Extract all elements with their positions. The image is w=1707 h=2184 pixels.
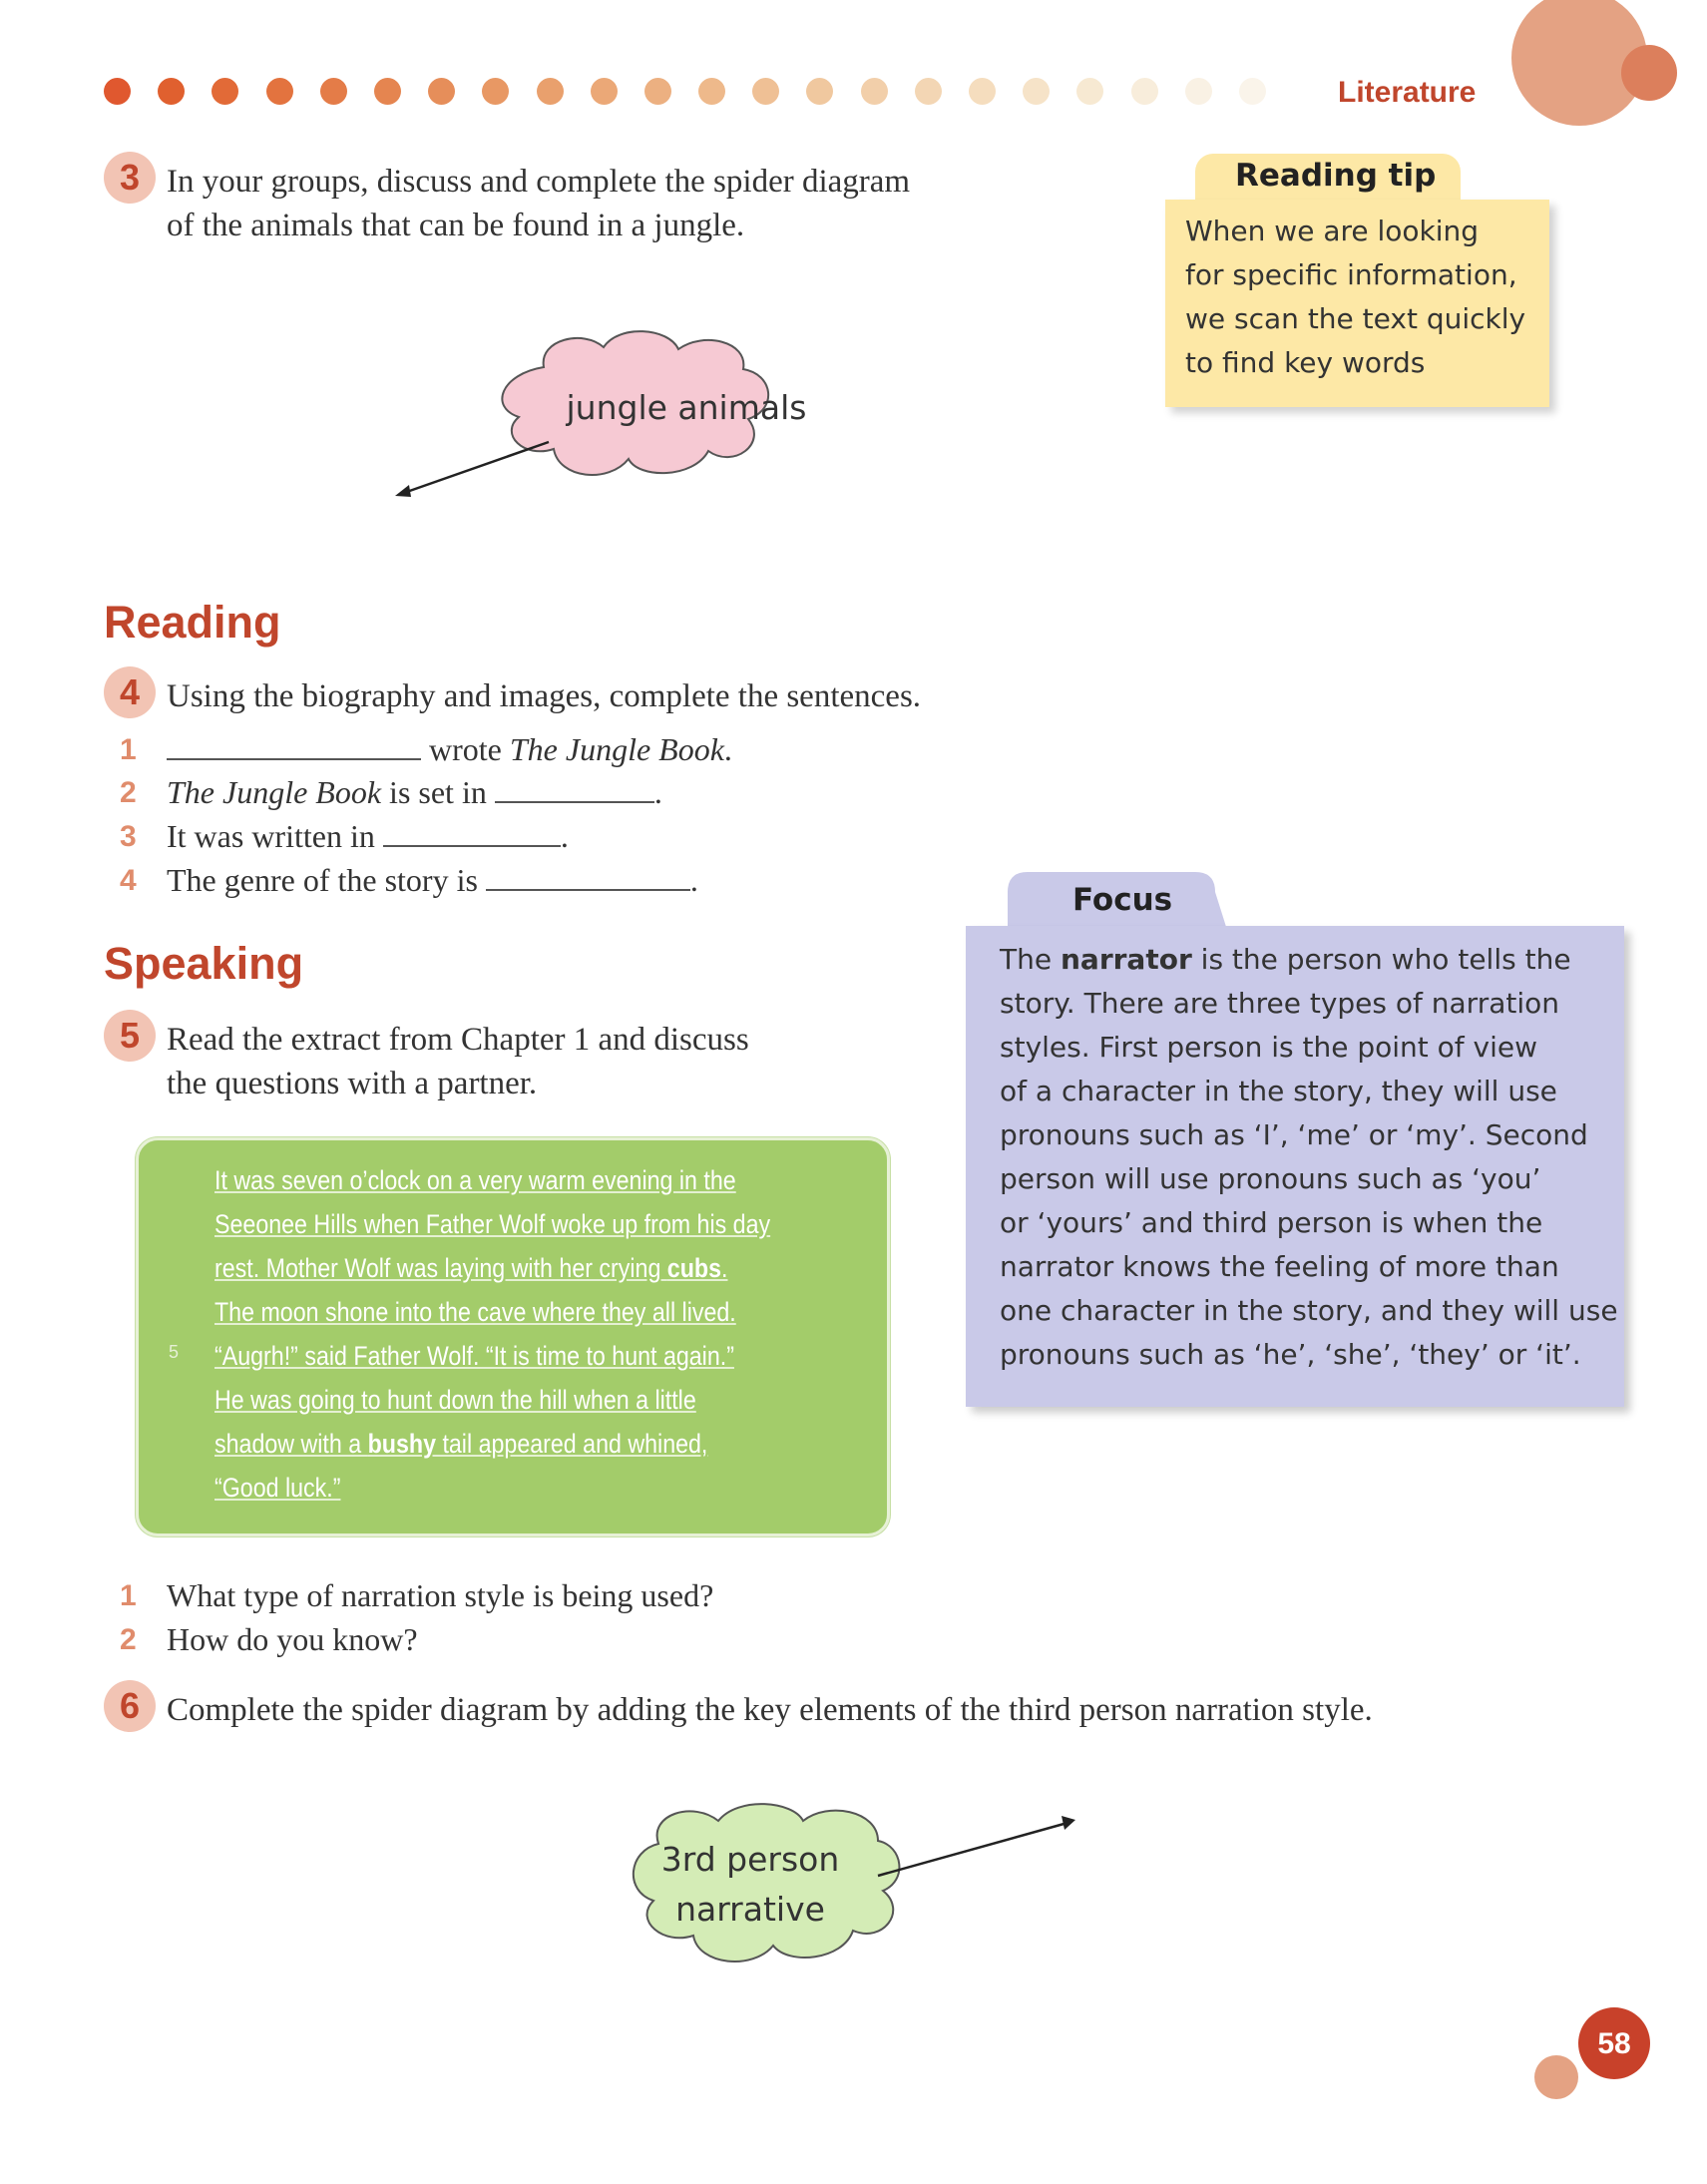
reading-heading: Reading [104, 597, 281, 648]
arrow-head-icon [1062, 1816, 1075, 1830]
focus-line: story. There are three types of narration [1000, 987, 1559, 1020]
q4-item-3-number: 3 [120, 820, 137, 853]
reading-tip-line: for specific information, [1185, 258, 1517, 291]
extract-line: It was seven o’clock on a very warm evening in the [214, 1165, 736, 1195]
header-dot-icon [591, 78, 618, 105]
focus-line: person will use pronouns such as ‘you’ [1000, 1162, 1541, 1195]
extract-line: rest. Mother Wolf was laying with her crying cubs. [214, 1253, 728, 1283]
focus-text [1000, 938, 1618, 1377]
header-dot-icon [969, 78, 996, 105]
arrow-head-icon [395, 485, 411, 497]
corner-circles-decoration [1496, 0, 1707, 130]
question-4-text: Using the biography and images, complete the sentences. [167, 678, 922, 714]
header-dot-icon [158, 78, 185, 105]
header-dot-icon [1239, 78, 1266, 105]
header-dot-icon [644, 78, 671, 105]
focus-line: pronouns such as ‘I’, ‘me’ or ‘my’. Second [1000, 1118, 1588, 1151]
focus-line: one character in the story, and they will use [1000, 1294, 1618, 1327]
header-dot-icon [266, 78, 293, 105]
extract-line: shadow with a bushy tail appeared and whined, [214, 1429, 708, 1459]
focus-box [966, 926, 1624, 1407]
answer-blank[interactable] [486, 865, 690, 891]
header-dot-icon [537, 78, 564, 105]
q4-item-3: It was written in . [167, 818, 569, 854]
focus-line: of a character in the story, they will use [1000, 1075, 1557, 1107]
question-number-3: 3 [104, 152, 156, 204]
focus-title: Focus [1072, 882, 1173, 918]
q5-item-2-number: 2 [120, 1623, 137, 1656]
reading-tip-box [1165, 200, 1549, 407]
reading-tip-line: we scan the text quickly [1185, 302, 1526, 335]
q4-item-1: wrote The Jungle Book. [167, 731, 732, 768]
header-dot-icon [861, 78, 888, 105]
extract-line: “Good luck.” [214, 1473, 341, 1503]
header-dot-icon [104, 78, 131, 105]
cloud-label-line-1: 3rd person [660, 1840, 840, 1879]
focus-line: styles. First person is the point of view [1000, 1031, 1538, 1064]
question-number-6: 6 [104, 1680, 156, 1732]
cloud-label: jungle animals [566, 388, 807, 427]
focus-line: The narrator is the person who tells the [1000, 943, 1571, 976]
q4-item-1-number: 1 [120, 733, 137, 766]
question-number-4: 4 [104, 666, 156, 718]
header-dot-icon [752, 78, 779, 105]
cloud-label-line-2: narrative [675, 1890, 825, 1929]
header-dot-icon [1185, 78, 1212, 105]
answer-blank[interactable] [383, 821, 561, 847]
question-number-5: 5 [104, 1010, 156, 1062]
answer-blank[interactable] [495, 777, 654, 803]
focus-line: or ‘yours’ and third person is when the [1000, 1206, 1543, 1239]
reading-tip-title: Reading tip [1235, 158, 1437, 194]
extract-text [214, 1158, 861, 1510]
header-dot-icon [428, 78, 455, 105]
header-dot-icon [915, 78, 942, 105]
story-extract-box [136, 1137, 890, 1536]
extract-line: He was going to hunt down the hill when a little [214, 1385, 696, 1415]
reading-tip-line: to find key words [1185, 346, 1426, 379]
small-circle-icon [1534, 2055, 1578, 2099]
small-circle-icon [1621, 45, 1677, 101]
q4-item-4-number: 4 [120, 864, 137, 897]
q5-item-1-number: 1 [120, 1579, 137, 1612]
q5-item-2-text: How do you know? [167, 1621, 418, 1657]
header-dot-row [104, 78, 1293, 105]
header-dot-icon [212, 78, 238, 105]
question-5-text [167, 1018, 749, 1105]
q4-item-2-number: 2 [120, 776, 137, 809]
q4-item-2: The Jungle Book is set in . [167, 774, 662, 810]
header-dot-icon [806, 78, 833, 105]
header-dot-icon [1131, 78, 1158, 105]
header-dot-icon [374, 78, 401, 105]
header-dot-icon [1023, 78, 1050, 105]
reading-tip-text [1185, 210, 1525, 385]
section-label: Literature [1338, 76, 1477, 109]
question-6-text: Complete the spider diagram by adding the key elements of the third person narration style. [167, 1692, 1373, 1728]
header-dot-icon [1076, 78, 1103, 105]
answer-blank[interactable] [167, 734, 421, 760]
q5-item-1-text: What type of narration style is being used? [167, 1577, 714, 1613]
spider-arrow-line [878, 1823, 1067, 1876]
header-dot-icon [320, 78, 347, 105]
q4-item-4: The genre of the story is . [167, 862, 698, 898]
question-5-line-2: the questions with a partner. [167, 1066, 538, 1101]
question-3-text [167, 160, 910, 247]
spider-arrow-line [401, 442, 549, 494]
jungle-animals-spider-diagram [389, 319, 858, 519]
question-3-line-2: of the animals that can be found in a jungle. [167, 208, 745, 243]
extract-line: Seeonee Hills when Father Wolf woke up from his day [214, 1209, 771, 1239]
third-person-spider-diagram [579, 1796, 1097, 1995]
question-5-line-1: Read the extract from Chapter 1 and discuss [167, 1022, 749, 1058]
page-number: 58 [1597, 2027, 1631, 2060]
speaking-heading: Speaking [104, 938, 304, 989]
cloud-shape-icon [634, 1804, 900, 1962]
extract-line: “Augrh!” said Father Wolf. “It is time to hunt again.” [214, 1341, 734, 1371]
focus-line: narrator knows the feeling of more than [1000, 1250, 1559, 1283]
header-dot-icon [482, 78, 509, 105]
extract-line-marker: 5 [169, 1342, 180, 1362]
question-3-line-1: In your groups, discuss and complete the spider diagram [167, 164, 911, 200]
reading-tip-line: When we are looking [1185, 215, 1480, 247]
extract-line: The moon shone into the cave where they all lived. [214, 1297, 736, 1327]
focus-line: pronouns such as ‘he’, ‘she’, ‘they’ or ‘it’. [1000, 1338, 1581, 1371]
header-dot-icon [698, 78, 725, 105]
